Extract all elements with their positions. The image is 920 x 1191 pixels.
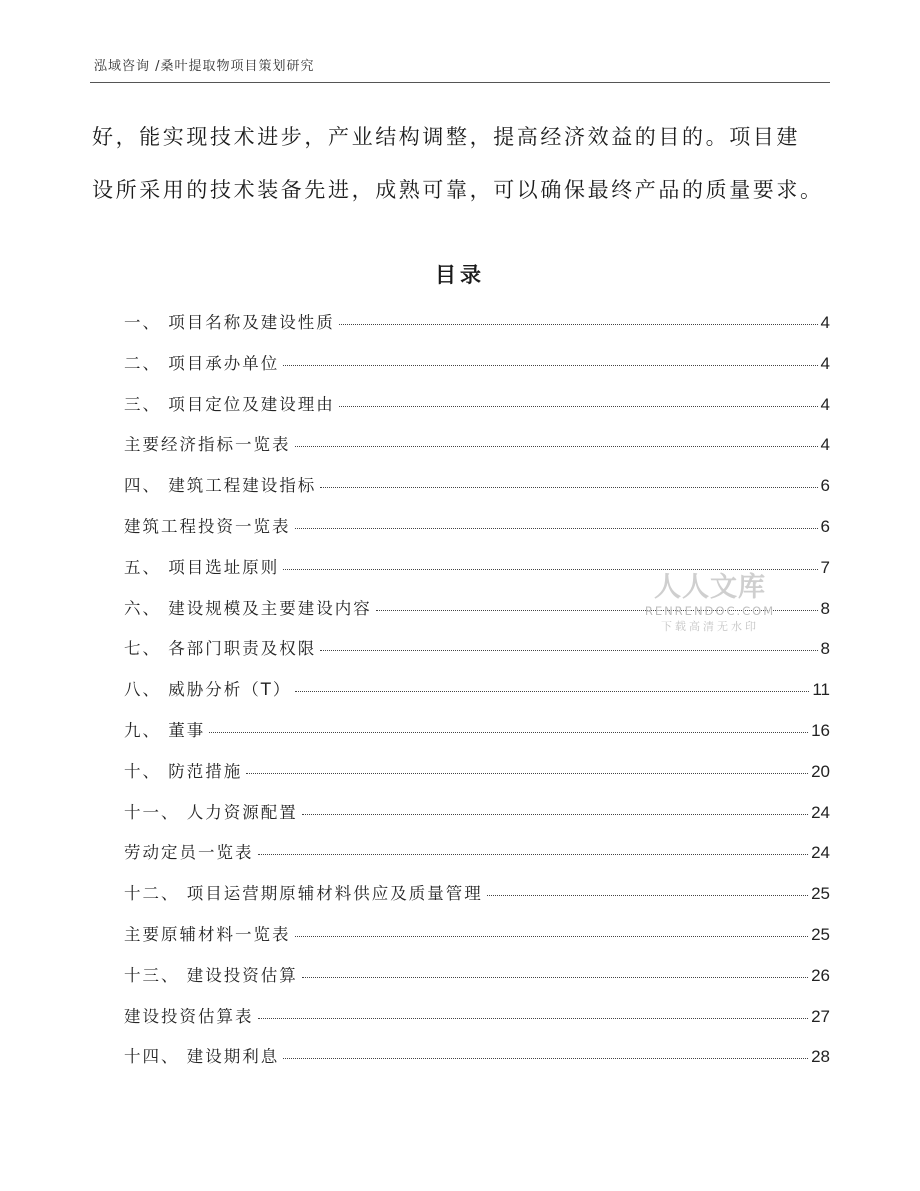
toc-entry-page-number[interactable]: 8 — [820, 598, 830, 618]
toc-entry-page-number[interactable]: 4 — [820, 313, 830, 332]
toc-entry[interactable] — [124, 799, 830, 840]
toc-entry[interactable] — [124, 717, 830, 758]
toc-entry[interactable] — [124, 1003, 830, 1044]
toc-entry-label[interactable]: 一、 项目名称及建设性质 — [124, 313, 335, 332]
toc-entry-label[interactable]: 十、 防范措施 — [124, 761, 243, 781]
toc-dot-leader — [339, 406, 818, 407]
toc-entry[interactable] — [124, 880, 830, 921]
body-paragraph-line-2: 设所采用的技术装备先进，成熟可靠，可以确保最终产品的质量要求。 — [92, 178, 824, 202]
page-header: 泓域咨询 /桑叶提取物项目策划研究 — [94, 59, 315, 74]
watermark — [640, 565, 780, 634]
toc-entry-page-number[interactable]: 20 — [811, 761, 830, 781]
toc-entry[interactable] — [124, 513, 830, 554]
toc-entry[interactable] — [124, 309, 830, 350]
toc-entry-page-number[interactable]: 7 — [820, 557, 830, 577]
toc-dot-leader — [302, 977, 808, 978]
toc-entry-page-number[interactable]: 6 — [820, 516, 830, 536]
toc-entry-page-number[interactable]: 11 — [812, 680, 830, 700]
toc-entry-page-number[interactable]: 4 — [820, 353, 830, 373]
toc-dot-leader — [295, 936, 809, 937]
toc-entry-label[interactable]: 主要原辅材料一览表 — [124, 924, 291, 944]
toc-dot-leader — [246, 773, 808, 774]
toc-entry-label[interactable]: 劳动定员一览表 — [124, 843, 254, 863]
toc-title: 目录 — [435, 263, 485, 287]
toc-entry-label[interactable]: 五、 项目选址原则 — [124, 557, 280, 577]
toc-dot-leader — [258, 1018, 809, 1019]
toc-dot-leader — [295, 691, 809, 692]
toc-entry-page-number[interactable]: 4 — [820, 435, 830, 455]
toc-dot-leader — [320, 487, 817, 488]
toc-entry-label[interactable]: 七、 各部门职责及权限 — [124, 639, 317, 659]
toc-entry-label[interactable]: 九、 董事 — [124, 720, 206, 740]
toc-entry-label[interactable]: 十一、 人力资源配置 — [124, 802, 298, 822]
toc-entry[interactable] — [124, 676, 830, 717]
toc-entry-label[interactable]: 十四、 建设期利息 — [124, 1047, 280, 1067]
toc-entry-page-number[interactable]: 28 — [811, 1047, 830, 1067]
toc-entry-label[interactable]: 建筑工程投资一览表 — [124, 516, 291, 536]
toc-entry-page-number[interactable]: 4 — [820, 394, 830, 414]
toc-entry[interactable] — [124, 635, 830, 676]
body-paragraph-line-1: 好，能实现技术进步，产业结构调整，提高经济效益的目的。项目建 — [92, 125, 800, 149]
toc-entry-label[interactable]: 三、 项目定位及建设理由 — [124, 394, 335, 414]
toc-entry[interactable] — [124, 1043, 830, 1084]
toc-entry[interactable] — [124, 350, 830, 391]
toc-entry-page-number[interactable]: 16 — [811, 720, 830, 740]
toc-entry-label[interactable]: 六、 建设规模及主要建设内容 — [124, 598, 372, 618]
toc-entry-page-number[interactable]: 6 — [820, 476, 830, 496]
toc-dot-leader — [487, 895, 808, 896]
watermark-logo-text: 人人文库 — [654, 572, 766, 603]
toc-entry-page-number[interactable]: 27 — [811, 1006, 830, 1026]
toc-dot-leader — [302, 814, 808, 815]
toc-dot-leader — [283, 365, 817, 366]
watermark-domain: RENRENDOC.COM — [644, 604, 776, 618]
watermark-slogan: 下载高清无水印 — [661, 620, 759, 633]
toc-dot-leader — [258, 854, 809, 855]
toc-entry-label[interactable]: 八、 威胁分析（T） — [124, 680, 292, 700]
toc-dot-leader — [295, 446, 818, 447]
toc-entry-label[interactable]: 四、 建筑工程建设指标 — [124, 476, 317, 496]
toc-entry-label[interactable]: 二、 项目承办单位 — [124, 353, 280, 373]
toc-entry[interactable] — [124, 391, 830, 432]
toc-entry-label[interactable]: 建设投资估算表 — [124, 1006, 254, 1026]
toc-dot-leader — [320, 650, 817, 651]
toc-entry-label[interactable]: 十三、 建设投资估算 — [124, 965, 298, 985]
toc-entry-page-number[interactable]: 24 — [811, 802, 830, 822]
toc-entry[interactable] — [124, 839, 830, 880]
toc-dot-leader — [209, 732, 808, 733]
header-divider — [90, 82, 830, 83]
toc-entry-page-number[interactable]: 8 — [820, 639, 830, 659]
toc-entry-label[interactable]: 十二、 项目运营期原辅材料供应及质量管理 — [124, 884, 483, 904]
toc-dot-leader — [339, 324, 818, 325]
toc-entry[interactable] — [124, 431, 830, 472]
toc-entry[interactable] — [124, 472, 830, 513]
toc-entry-page-number[interactable]: 26 — [811, 965, 830, 985]
toc-entry[interactable] — [124, 758, 830, 799]
toc-entry[interactable] — [124, 962, 830, 1003]
toc-entry-page-number[interactable]: 25 — [811, 884, 830, 904]
toc-entry[interactable] — [124, 921, 830, 962]
toc-entry-label[interactable]: 主要经济指标一览表 — [124, 435, 291, 455]
toc-dot-leader — [295, 528, 818, 529]
toc-entry-page-number[interactable]: 24 — [811, 843, 830, 863]
toc-entry-page-number[interactable]: 25 — [811, 924, 830, 944]
table-of-contents — [124, 309, 830, 1084]
toc-dot-leader — [283, 1058, 808, 1059]
